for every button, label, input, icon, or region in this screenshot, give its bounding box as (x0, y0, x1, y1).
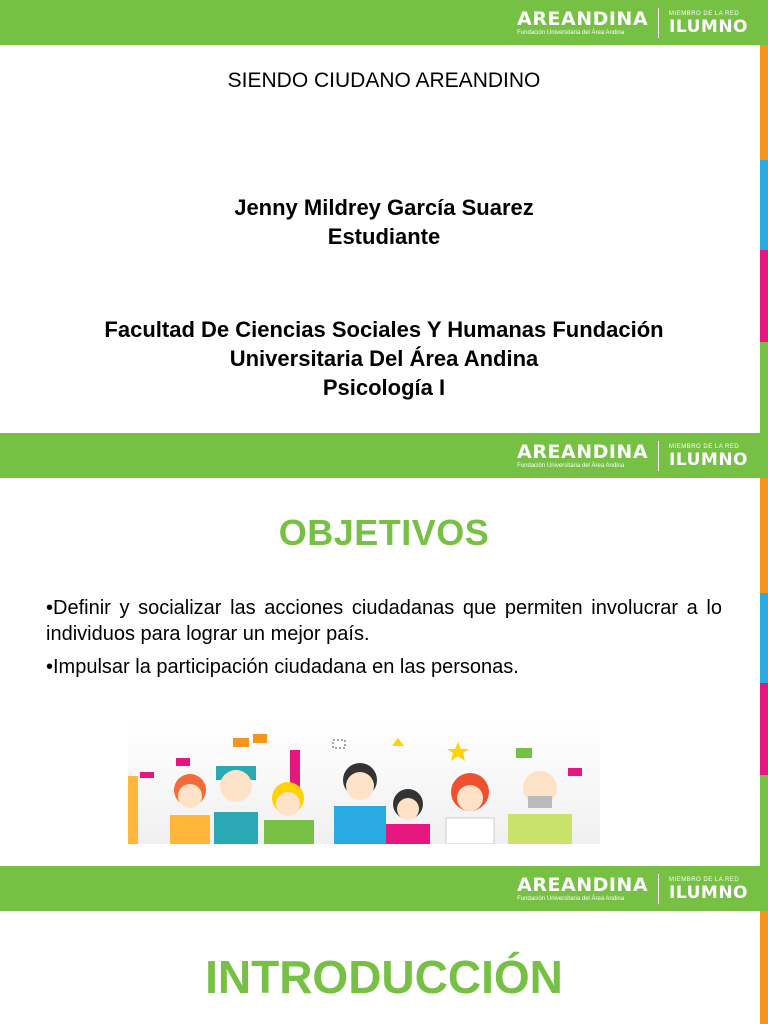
ilumno-logo: ILUMNO (669, 882, 748, 903)
logo-subtitle: Fundación Universitaria del Área Andina (517, 463, 625, 469)
objective-item: •Definir y socializar las acciones ciudadanas que permiten involucrar a lo individuos para lograr un mejor país. (46, 597, 722, 645)
header-band (0, 866, 768, 911)
slide-title-text: SIENDO CIUDANO AREANDINO (227, 69, 541, 92)
logo-name: AREANDINA (517, 8, 649, 30)
logo-divider (658, 874, 659, 904)
logo-name: AREANDINA (517, 874, 649, 896)
areandina-logo (517, 438, 748, 474)
ilumno-logo: ILUMNO (669, 449, 748, 470)
author-block (0, 193, 768, 251)
faculty-line-2: Universitaria Del Área Andina (229, 346, 539, 371)
logo-divider (658, 8, 659, 38)
side-stripe-orange (760, 45, 768, 160)
logo-name: AREANDINA (517, 441, 649, 463)
side-stripe-magenta (760, 683, 768, 775)
ilumno-logo: ILUMNO (669, 16, 748, 37)
author-name: Jenny Mildrey García Suarez (234, 195, 534, 220)
objectives-list (46, 595, 722, 687)
header-band (0, 0, 768, 45)
side-stripe-blue (760, 593, 768, 683)
author-role: Estudiante (327, 224, 441, 249)
header-band (0, 433, 768, 478)
objectives-heading: OBJETIVOS (278, 512, 490, 553)
slide-title (0, 0, 768, 433)
network-label: MIEMBRO DE LA RED (669, 10, 740, 17)
side-stripe-green (760, 775, 768, 866)
logo-subtitle: Fundación Universitaria del Área Andina (517, 30, 625, 36)
introduction-heading: INTRODUCCIÓN (205, 951, 563, 1003)
faculty-line-1: Facultad De Ciencias Sociales Y Humanas Fundación (104, 317, 664, 342)
areandina-logo (517, 871, 748, 907)
areandina-logo (517, 5, 748, 41)
network-label: MIEMBRO DE LA RED (669, 876, 740, 883)
faculty-block (0, 315, 768, 402)
logo-subtitle: Fundación Universitaria del Área Andina (517, 896, 625, 902)
slide-objectives (0, 433, 768, 866)
network-label: MIEMBRO DE LA RED (669, 443, 740, 450)
people-illustration (128, 720, 600, 844)
logo-divider (658, 441, 659, 471)
objective-item: •Impulsar la participación ciudadana en las personas. (46, 656, 519, 678)
course-name: Psicología I (322, 375, 446, 400)
slide-introduction (0, 866, 768, 1024)
